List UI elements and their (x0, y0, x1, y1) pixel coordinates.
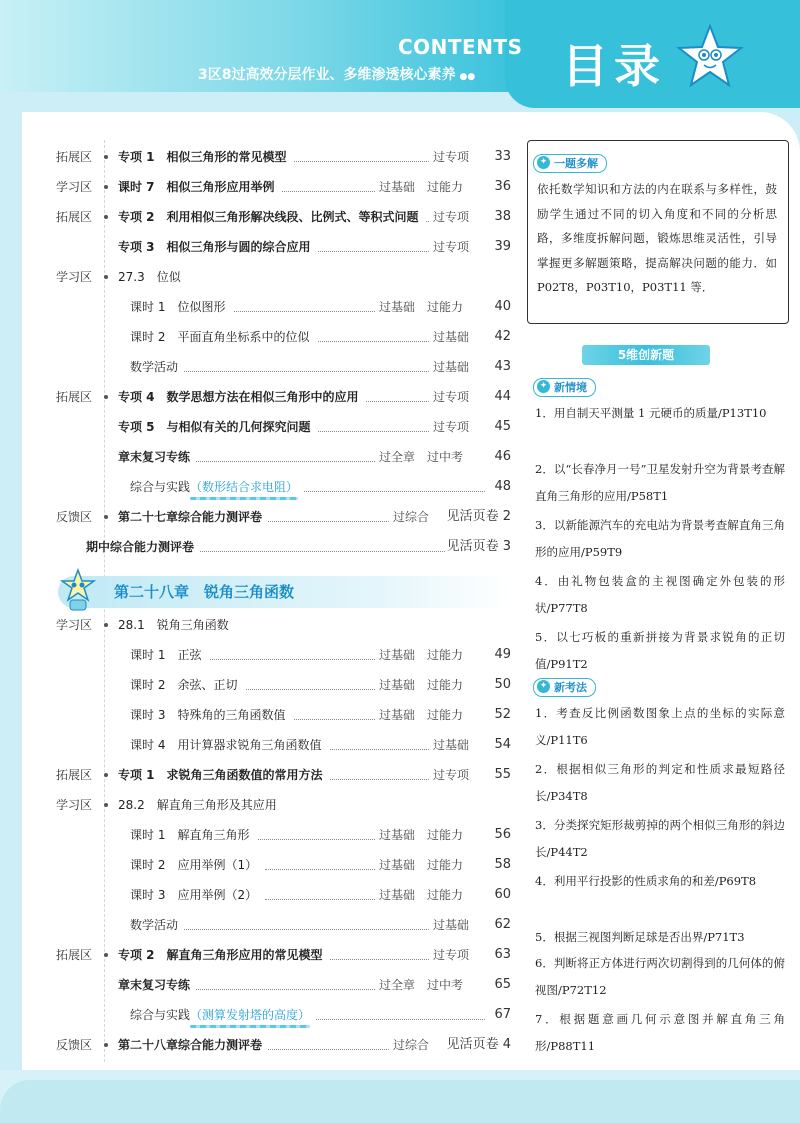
toc-tags (421, 910, 469, 940)
toc-tags (367, 850, 463, 880)
list-item: 7．根据题意画几何示意图并解直角三角形/P88T11 (535, 1012, 785, 1053)
toc-bullet-icon (104, 623, 108, 627)
toc-title-text: 综合与实践 (130, 1008, 191, 1022)
toc-page-number: 48 (494, 479, 511, 494)
toc-title-text: 27.3 位似 (118, 270, 181, 284)
toc-title[interactable] (130, 700, 285, 730)
toc-title[interactable] (130, 292, 225, 322)
toc-tag: 过能力 (427, 708, 464, 722)
toc-bullet-icon (104, 275, 108, 279)
toc-title-text: 第二十八章综合能力测评卷 (118, 1038, 263, 1052)
toc-title-text: 数学活动 (130, 360, 179, 374)
one-problem-text: 依托数学知识和方法的内在联系与多样性，鼓励学生通过不同的切入角度和不同的分析思路，多维度拆解问题，锻炼思维灵活性，引导掌握更多解题策略，提高解决问题的能力．如 P02T8，P03T10，P03T11 等． (537, 182, 777, 294)
toc-zone-label: 拓展区 (56, 768, 93, 782)
toc-row[interactable] (0, 262, 515, 292)
bulb-icon: ✦ (537, 156, 550, 169)
toc-zone-label: 拓展区 (56, 390, 93, 404)
toc-page-number: 38 (494, 209, 511, 224)
toc-leader-dots (210, 659, 375, 660)
toc-title-text: 28.1 锐角三角函数 (118, 618, 229, 632)
toc-tag: 过能力 (427, 888, 464, 902)
toc-title[interactable] (86, 532, 194, 562)
toc-leader-dots (318, 431, 429, 432)
toc-title[interactable] (118, 610, 229, 640)
toc-page-number: 45 (494, 419, 511, 434)
toc-title-text: 专项 3 相似三角形与圆的综合应用 (118, 240, 311, 254)
toc-tags (421, 382, 469, 412)
toc-page-number: 62 (494, 917, 511, 932)
toc-title-text: 期中综合能力测评卷 (86, 540, 195, 554)
toc-page-number: 39 (494, 239, 511, 254)
chapter-mascot-icon (60, 568, 96, 612)
chapter-title: 第二十八章 锐角三角函数 (114, 583, 295, 601)
toc-title-text: 专项 2 解直角三角形应用的常见模型 (118, 948, 323, 962)
toc-row[interactable] (0, 760, 515, 790)
toc-title[interactable] (118, 790, 277, 820)
toc-tags (367, 640, 463, 670)
toc-zone-label: 学习区 (56, 798, 93, 812)
five-dim-banner: 5维创新题 (582, 345, 710, 365)
toc-tag: 过基础 (379, 300, 416, 314)
toc-tag: 过基础 (379, 678, 416, 692)
toc-title[interactable] (130, 820, 249, 850)
toc-title-text: 课时 4 用计算器求锐角三角函数值 (130, 738, 322, 752)
toc-title-text: 专项 2 利用相似三角形解决线段、比例式、等积式问题 (118, 210, 419, 224)
toc-row[interactable] (0, 412, 515, 442)
toc-tag: 过全章 (379, 978, 416, 992)
toc-row[interactable] (0, 142, 515, 172)
toc-zone-label: 拓展区 (56, 948, 93, 962)
highlight-underline (190, 1025, 310, 1028)
toc-title[interactable] (118, 172, 275, 202)
list-item: 1．考查反比例函数图象上点的坐标的实际意义/P11T6 (535, 706, 785, 747)
toc-leader-dots (184, 371, 429, 372)
toc-leader-dots (234, 311, 375, 312)
toc-tag: 过综合 (393, 510, 430, 524)
toc-row[interactable] (0, 172, 515, 202)
toc-tag: 过专项 (433, 420, 470, 434)
toc-zone-label: 拓展区 (56, 150, 93, 164)
toc-tags (381, 1030, 429, 1060)
toc-zone-label: 学习区 (56, 270, 93, 284)
toc-tags (421, 730, 469, 760)
toc-tag: 过专项 (433, 948, 470, 962)
toc-row[interactable] (0, 970, 515, 1000)
toc-title[interactable] (118, 232, 311, 262)
toc-title-text: 课时 2 应用举例（1） (130, 858, 258, 872)
toc-row[interactable] (0, 202, 515, 232)
toc-title-highlight: （测算发射塔的高度） (190, 1008, 311, 1022)
list-item: 3．以新能源汽车的充电站为背景考查解直角三角形的应用/P59T9 (535, 518, 785, 559)
new-exam-tag-label: 新考法 (554, 681, 587, 694)
toc-tags (381, 502, 429, 532)
toc-tag: 过基础 (379, 888, 416, 902)
one-problem-tag (533, 154, 607, 173)
toc-tag: 过能力 (427, 678, 464, 692)
toc-title[interactable] (118, 412, 311, 442)
toc-row[interactable] (0, 532, 515, 562)
toc-page-number: 36 (494, 179, 511, 194)
toc-tags (367, 172, 463, 202)
toc-leader-dots (330, 779, 429, 780)
toc-title[interactable] (118, 502, 262, 532)
toc-page-number: 见活页卷 4 (446, 1037, 511, 1052)
toc-row[interactable] (0, 1030, 515, 1060)
toc-title-text: 课时 1 位似图形 (130, 300, 226, 314)
toc-leader-dots (196, 461, 375, 462)
toc-bullet-icon (104, 773, 108, 777)
toc-leader-dots (258, 839, 375, 840)
toc-leader-dots (330, 959, 429, 960)
toc-title-text: 专项 1 相似三角形的常见模型 (118, 150, 287, 164)
toc-zone-label: 反馈区 (56, 510, 93, 524)
toc-zone-label: 拓展区 (56, 210, 93, 224)
toc-tag: 过专项 (433, 390, 470, 404)
toc-title[interactable] (130, 640, 201, 670)
toc-tags (367, 820, 463, 850)
toc-leader-dots (184, 929, 429, 930)
page-title: 目录 (562, 39, 666, 93)
toc-page-number: 40 (494, 299, 511, 314)
toc-title[interactable] (118, 940, 323, 970)
contents-subtitle (198, 64, 475, 84)
toc-tag: 过综合 (393, 1038, 430, 1052)
toc-tag: 过基础 (433, 360, 470, 374)
toc-tags (421, 760, 469, 790)
list-item: 2．根据相似三角形的判定和性质求最短路径长/P34T8 (535, 762, 785, 803)
toc-page-number: 42 (494, 329, 511, 344)
toc-tag: 过专项 (433, 210, 470, 224)
new-context-tag-label: 新情境 (554, 381, 587, 394)
toc-zone-label: 学习区 (56, 618, 93, 632)
toc-title[interactable] (118, 202, 419, 232)
toc-tags (421, 352, 469, 382)
toc-title-text: 章末复习专练 (118, 978, 191, 992)
toc-bullet-icon (104, 515, 108, 519)
list-item: 4．利用平行投影的性质求角的和差/P69T8 (535, 874, 757, 888)
toc-title[interactable] (130, 730, 321, 760)
toc-page-number: 43 (494, 359, 511, 374)
toc-leader-dots (294, 719, 375, 720)
toc-bullet-icon (104, 395, 108, 399)
toc-title-text: 专项 1 求锐角三角函数值的常用方法 (118, 768, 323, 782)
toc-row[interactable] (0, 910, 515, 940)
toc-title[interactable] (118, 760, 323, 790)
toc-bullet-icon (104, 1043, 108, 1047)
toc-title[interactable] (118, 142, 287, 172)
toc-row[interactable] (0, 322, 515, 352)
toc-title-text: 课时 2 平面直角坐标系中的位似 (130, 330, 310, 344)
toc-page-number: 见活页卷 3 (446, 539, 511, 554)
toc-row[interactable] (0, 502, 515, 532)
toc-tags (367, 970, 463, 1000)
toc-page-number: 56 (494, 827, 511, 842)
toc-tags (367, 670, 463, 700)
toc-title-text: 专项 5 与相似有关的几何探究问题 (118, 420, 311, 434)
toc-tag: 过能力 (427, 648, 464, 662)
toc-tag: 过基础 (433, 738, 470, 752)
toc-title[interactable] (118, 262, 181, 292)
toc-title[interactable] (130, 880, 257, 910)
toc-title-text: 课时 7 相似三角形应用举例 (118, 180, 275, 194)
toc-zone-label: 学习区 (56, 180, 93, 194)
toc-leader-dots (366, 401, 429, 402)
toc-leader-dots (268, 521, 389, 522)
subtitle-text: 3区8过高效分层作业、多维渗透核心素养 (198, 67, 456, 83)
toc-row[interactable] (0, 730, 515, 760)
toc-leader-dots (304, 491, 485, 492)
toc-row[interactable] (0, 880, 515, 910)
toc-tag: 过基础 (433, 918, 470, 932)
toc-page-number: 65 (494, 977, 511, 992)
new-exam-tag (533, 678, 596, 697)
toc-zone-label: 反馈区 (56, 1038, 93, 1052)
toc-row[interactable] (0, 232, 515, 262)
list-item: 2．以“长春净月一号”卫星发射升空为背景考查解直角三角形的应用/P58T1 (535, 462, 785, 503)
toc-bullet-icon (104, 953, 108, 957)
toc-leader-dots (330, 749, 429, 750)
one-problem-tag-label: 一题多解 (554, 157, 598, 170)
bottom-wave-front (0, 1080, 800, 1123)
toc-tag: 过能力 (427, 180, 464, 194)
toc-tag: 过基础 (379, 648, 416, 662)
toc-title[interactable] (118, 970, 190, 1000)
toc-title[interactable] (130, 352, 178, 382)
toc-tag: 过基础 (379, 708, 416, 722)
toc-row[interactable] (0, 850, 515, 880)
toc-tag: 过专项 (433, 150, 470, 164)
toc-title-text: 课时 3 特殊角的三角函数值 (130, 708, 286, 722)
toc-title[interactable] (130, 910, 178, 940)
toc-row[interactable] (0, 472, 515, 502)
toc-row[interactable] (0, 640, 515, 670)
toc-row[interactable] (0, 820, 515, 850)
toc-tags (367, 700, 463, 730)
toc-leader-dots (265, 869, 375, 870)
toc-title[interactable] (130, 670, 237, 700)
toc-tags (421, 940, 469, 970)
toc-tags (421, 322, 469, 352)
toc-page-number: 44 (494, 389, 511, 404)
toc-row[interactable] (0, 1000, 515, 1030)
toc-title[interactable] (130, 850, 257, 880)
toc-tags (421, 412, 469, 442)
toc-row[interactable] (0, 610, 515, 640)
toc-leader-dots (282, 191, 375, 192)
star-mascot-icon (675, 22, 745, 92)
toc-tag: 过能力 (427, 858, 464, 872)
toc-title-text: 数学活动 (130, 918, 179, 932)
list-item: 5．根据三视图判断足球是否出界/P71T3 (535, 930, 745, 944)
list-item: 3．分类探究矩形裁剪掉的两个相似三角形的斜边长/P44T2 (535, 818, 785, 859)
list-item: 5．以七巧板的重新拼接为背景求锐角的正切值/P91T2 (535, 630, 785, 671)
toc-tags (421, 232, 469, 262)
toc-leader-dots (200, 551, 445, 552)
toc-title-text: 课时 1 解直角三角形 (130, 828, 250, 842)
toc-tag: 过基础 (433, 330, 470, 344)
toc-tag: 过基础 (379, 180, 416, 194)
toc-page-number: 46 (494, 449, 511, 464)
toc-title[interactable] (130, 322, 309, 352)
toc-leader-dots (316, 1019, 485, 1020)
toc-title[interactable] (118, 1030, 262, 1060)
toc-leader-dots (196, 989, 375, 990)
toc-row[interactable] (0, 700, 515, 730)
toc-page-number: 52 (494, 707, 511, 722)
toc-row[interactable] (0, 940, 515, 970)
contents-en-title: CONTENTS (398, 35, 523, 59)
toc-leader-dots (246, 689, 375, 690)
toc-page-number: 49 (494, 647, 511, 662)
toc-title-text: 综合与实践 (130, 480, 191, 494)
toc-tag: 过全章 (379, 450, 416, 464)
new-context-tag (533, 378, 596, 397)
toc-page-number: 67 (494, 1007, 511, 1022)
toc-tag: 过中考 (427, 978, 464, 992)
subtitle-dots: ●● (459, 72, 476, 82)
toc-leader-dots (318, 341, 429, 342)
toc-title-text: 28.2 解直角三角形及其应用 (118, 798, 277, 812)
toc-tag: 过专项 (433, 768, 470, 782)
toc-tag: 过中考 (427, 450, 464, 464)
toc-page-number: 63 (494, 947, 511, 962)
toc-bullet-icon (104, 803, 108, 807)
toc-title-text: 章末复习专练 (118, 450, 191, 464)
highlight-underline (190, 497, 298, 500)
toc-page-number: 55 (494, 767, 511, 782)
toc-page-number: 58 (494, 857, 511, 872)
toc-title-text: 第二十七章综合能力测评卷 (118, 510, 263, 524)
toc-leader-dots (318, 251, 429, 252)
toc-row[interactable] (0, 442, 515, 472)
toc-row[interactable] (0, 352, 515, 382)
toc-tags (367, 880, 463, 910)
toc-tags (367, 442, 463, 472)
toc-row[interactable] (0, 382, 515, 412)
toc-title[interactable] (118, 442, 190, 472)
toc-tag: 过能力 (427, 300, 464, 314)
list-item: 1．用自制天平测量 1 元硬币的质量/P13T10 (535, 406, 767, 420)
toc-title-text: 课时 3 应用举例（2） (130, 888, 258, 902)
toc-page-number: 54 (494, 737, 511, 752)
list-item: 6．判断将正方体进行两次切割得到的几何体的俯视图/P72T12 (535, 956, 785, 997)
toc-row[interactable] (0, 292, 515, 322)
list-item: 4．由礼物包装盒的主视图确定外包装的形状/P77T8 (535, 574, 785, 615)
toc-leader-dots (294, 161, 429, 162)
toc-tag: 过专项 (433, 240, 470, 254)
toc-title-text: 课时 1 正弦 (130, 648, 202, 662)
toc-bullet-icon (104, 155, 108, 159)
toc-leader-dots (265, 899, 375, 900)
toc-leader-dots (268, 1049, 389, 1050)
toc-tags (367, 292, 463, 322)
toc-tag: 过基础 (379, 828, 416, 842)
toc-bullet-icon (104, 215, 108, 219)
toc-page-number: 33 (494, 149, 511, 164)
toc-bullet-icon (104, 185, 108, 189)
toc-title-text: 专项 4 数学思想方法在相似三角形中的应用 (118, 390, 359, 404)
spark-icon: ✦ (537, 680, 550, 693)
toc-title-highlight: （数形结合求电阻） (190, 480, 299, 494)
toc-page-number: 50 (494, 677, 511, 692)
chapter-banner (58, 576, 513, 608)
toc-title[interactable] (118, 382, 359, 412)
toc-tags (421, 202, 469, 232)
toc-row[interactable] (0, 790, 515, 820)
spark-icon: ✦ (537, 380, 550, 393)
toc-row[interactable] (0, 670, 515, 700)
toc-page-number: 见活页卷 2 (446, 509, 511, 524)
toc-tag: 过基础 (379, 858, 416, 872)
toc-tag: 过能力 (427, 828, 464, 842)
toc-page-number: 60 (494, 887, 511, 902)
toc-tags (421, 142, 469, 172)
toc-title-text: 课时 2 余弦、正切 (130, 678, 238, 692)
